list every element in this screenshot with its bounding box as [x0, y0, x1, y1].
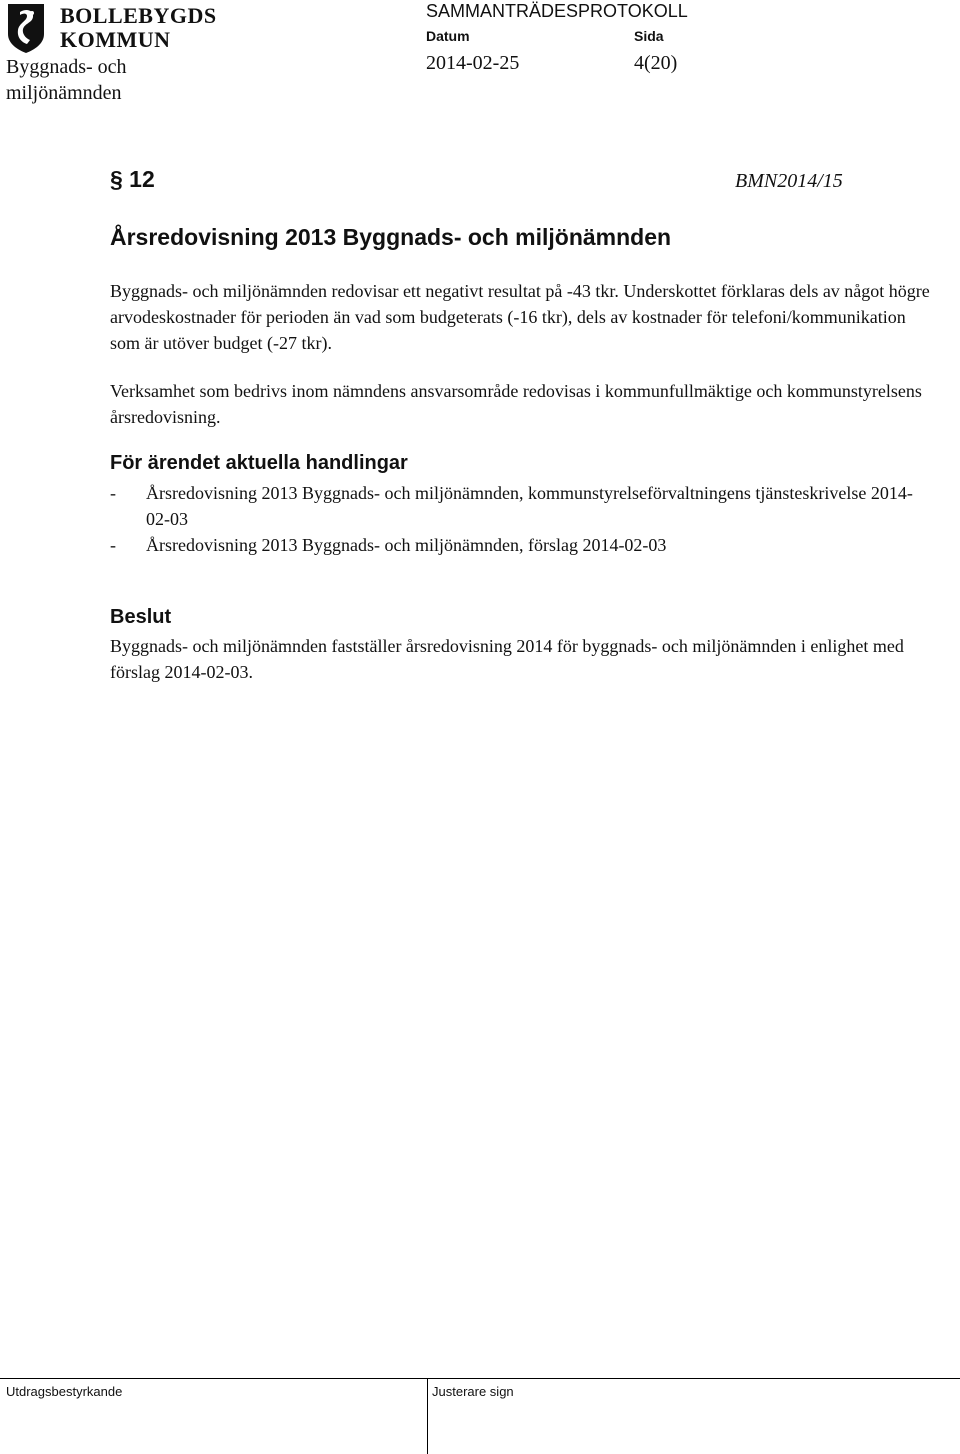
- date-label: Datum: [426, 28, 470, 44]
- list-dash: -: [110, 483, 116, 503]
- page-number: 4(20): [634, 52, 678, 74]
- handlingar-heading: För ärendet aktuella handlingar: [110, 452, 408, 474]
- paragraph-number: § 12: [110, 166, 155, 192]
- document-type: SAMMANTRÄDESPROTOKOLL: [426, 1, 688, 21]
- footer-column-divider: [427, 1378, 428, 1454]
- case-number: BMN2014/15: [735, 170, 843, 192]
- intro-paragraph: Byggnads- och miljönämnden redovisar ett negativt resultat på -43 tkr. Underskottet förklaras dels av något högre arvodeskostnader för perioden än vad som budgeterats (-16 tkr), dels av kostnader för telefoni/kommunikation som är utöver budget (-27 tkr).: [110, 281, 930, 353]
- municipality-crest-logo: [6, 2, 46, 54]
- list-item-text: Årsredovisning 2013 Byggnads- och miljönämnden, förslag 2014-02-03: [146, 535, 667, 555]
- date-value: 2014-02-25: [426, 52, 520, 74]
- department-name-line-1: Byggnads- och: [6, 56, 127, 78]
- organization-name: [60, 4, 217, 52]
- list-dash: -: [110, 535, 116, 555]
- department-name-line-2: miljönämnden: [6, 82, 122, 104]
- footer-justerare-sign: Justerare sign: [432, 1384, 514, 1399]
- organization-name-line-1: BOLLEBYGDS: [60, 3, 217, 28]
- beslut-text: Byggnads- och miljönämnden fastställer årsredovisning 2014 för byggnads- och miljönämnden i enlighet med förslag 2014-02-03.: [110, 636, 904, 682]
- list-item: [110, 480, 930, 532]
- verksamhet-paragraph: Verksamhet som bedrivs inom nämndens ansvarsområde redovisas i kommunfullmäktige och kommunstyrelsens årsredovisning.: [110, 381, 922, 427]
- footer-divider-line: [0, 1378, 960, 1379]
- footer-utdragsbestyrkande: Utdragsbestyrkande: [6, 1384, 123, 1399]
- beslut-heading: Beslut: [110, 606, 172, 628]
- handlingar-list: [110, 480, 930, 558]
- list-item: [110, 532, 930, 558]
- list-item-text: Årsredovisning 2013 Byggnads- och miljönämnden, kommunstyrelseförvaltningens tjänsteskrivelse 2014-02-03: [146, 483, 913, 529]
- section-title: Årsredovisning 2013 Byggnads- och miljönämnden: [110, 224, 672, 250]
- organization-name-line-2: KOMMUN: [60, 27, 171, 52]
- department-name: [6, 54, 127, 106]
- page-label: Sida: [634, 28, 664, 44]
